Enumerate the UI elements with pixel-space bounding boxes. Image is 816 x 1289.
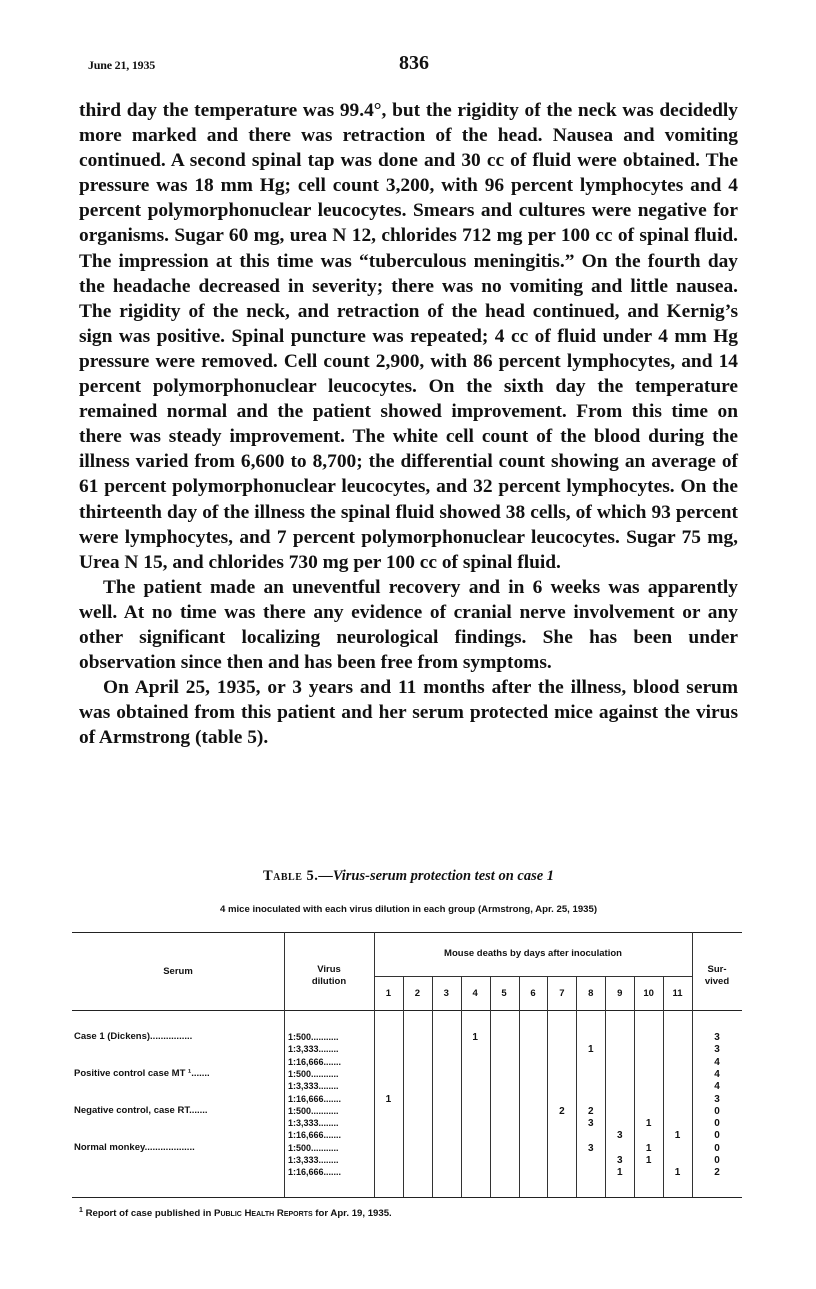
virus-dilution-cell: 1:16,666....... <box>288 1167 342 1178</box>
deaths-header-rule <box>374 976 692 977</box>
day-header: 9 <box>617 988 623 999</box>
table-title-text: —Virus-serum protection test on case 1 <box>318 868 555 884</box>
serum-group-label: Case 1 (Dickens)................ <box>74 1031 193 1042</box>
table-header-rule <box>72 1010 742 1011</box>
col-header-serum: Serum <box>163 966 193 977</box>
day-column-divider <box>432 976 433 1197</box>
death-count-cell: 3 <box>588 1142 594 1154</box>
col-header-virus-line1: Virus <box>317 964 341 975</box>
death-count-cell: 1 <box>616 1167 623 1179</box>
body-text <box>79 98 738 750</box>
paragraph: third day the temperature was 99.4°, but the rigidity of the neck was decidedly more marked and there was retraction of the head. Nausea and vomiting continued. A second spinal tap was done and 30 cc of fluid were obtained. The pressure was 18 mm Hg; cell count 3,200, with 96 percent lymphocytes and 4 percent polymorphonuclear leucocytes. Smears and cultures were negative for organisms. Sugar 60 mg, urea N 12, chlorides 712 mg per 100 cc of spinal fluid. The impression at this time was “tuberculous meningitis.” On the fourth day the headache decreased in severity; there was no vomiting and little nausea. The rigidity of the neck, and retraction of the head continued, and Kernig’s sign was positive. Spinal puncture was repeated; 4 cc of fluid under 4 mm Hg pressure were removed. Cell count 2,900, with 86 percent lymphocytes, and 14 percent polymorphonuclear leucocytes. On the sixth day the temperature remained normal and the patient showed improvement. From this time on there was steady improvement. The white cell count of the blood during the illness varied from 6,600 to 8,700; the differential count showing an average of 61 percent polymorphonuclear leucocytes, and 32 percent lymphocytes. On the thirteenth day of the illness the spinal fluid showed 38 cells, of which 93 percent were lymphocytes, and 7 percent polymorphonuclear leucocytes. Sugar 75 mg, Urea N 15, and chlorides 730 mg per 100 cc of spinal fluid. <box>79 100 738 573</box>
footnote-marker: 1 <box>79 1207 83 1214</box>
survived-cell: 0 <box>714 1155 720 1166</box>
survived-cell: 2 <box>714 1167 720 1179</box>
table-subtitle: 4 mice inoculated with each virus dilution in each group (Armstrong, Apr. 25, 1935) <box>219 904 598 915</box>
paragraph: On April 25, 1935, or 3 years and 11 months after the illness, blood serum was obtained from this patient and her serum protected mice against the virus of Armstrong (table 5). <box>79 677 738 749</box>
paragraph: The patient made an uneventful recovery and in 6 weeks was apparently well. At no time was there any evidence of cranial nerve involvement or any other significant localizing neurological findings. She has been under observation since then and has been free from symptoms. <box>79 576 738 674</box>
day-column-divider <box>519 976 520 1197</box>
col-header-survived-line1: Sur- <box>707 964 727 975</box>
table-title-lead: Table 5. <box>262 868 319 884</box>
day-header: 3 <box>443 988 449 999</box>
survived-cell: 0 <box>714 1130 720 1142</box>
page-header <box>88 52 740 78</box>
col-header-survived <box>692 964 742 988</box>
death-count-cell: 3 <box>588 1118 594 1130</box>
survived-cell: 3 <box>714 1044 720 1056</box>
day-header: 10 <box>643 988 654 999</box>
table-top-rule <box>72 932 742 933</box>
serum-group-label: Negative control, case RT....... <box>74 1104 208 1116</box>
survived-cell: 3 <box>714 1032 720 1043</box>
issue-date: June 21, 1935 <box>88 58 156 72</box>
death-count-cell: 1 <box>472 1032 478 1043</box>
death-count-cell: 2 <box>588 1105 594 1117</box>
death-count-cell: 3 <box>616 1155 623 1166</box>
virus-dilution-cell: 1:3,333........ <box>288 1044 339 1055</box>
death-count-cell: 1 <box>588 1044 594 1056</box>
day-column-divider <box>547 976 548 1197</box>
virus-serum-table <box>72 932 742 1198</box>
virus-dilution-cell: 1:3,333........ <box>288 1155 339 1165</box>
serum-group-label: Positive control case MT ¹....... <box>74 1067 210 1079</box>
table-bottom-rule <box>72 1197 742 1198</box>
serum-group-label: Normal monkey................... <box>74 1141 195 1153</box>
death-count-cell: 1 <box>645 1118 652 1130</box>
virus-dilution-cell: 1:500........... <box>288 1032 339 1042</box>
col-header-virus-dilution <box>284 964 374 988</box>
footnote-journal: Public Health Reports <box>214 1208 313 1220</box>
col-header-virus-line2: dilution <box>311 976 347 987</box>
table-title <box>79 868 738 885</box>
death-count-cell: 1 <box>385 1093 392 1105</box>
day-column-divider <box>403 976 404 1197</box>
virus-dilution-cell: 1:3,333........ <box>288 1081 339 1092</box>
footnote-text-before: Report of case published in <box>82 1208 215 1220</box>
survived-cell: 4 <box>714 1068 720 1080</box>
day-header: 4 <box>472 988 478 999</box>
day-header: 5 <box>501 988 507 999</box>
death-count-cell: 1 <box>645 1155 652 1166</box>
col-header-survived-line2: vived <box>704 976 730 987</box>
virus-dilution-cell: 1:16,666....... <box>288 1130 342 1141</box>
death-count-cell: 2 <box>559 1105 565 1117</box>
survived-cell: 0 <box>714 1118 720 1130</box>
day-header: 8 <box>588 988 594 999</box>
day-header: 1 <box>385 988 392 999</box>
virus-dilution-cell: 1:16,666....... <box>288 1093 342 1104</box>
day-header: 6 <box>530 988 536 999</box>
day-column-divider <box>576 976 577 1197</box>
day-column-divider <box>461 976 462 1197</box>
virus-dilution-cell: 1:3,333........ <box>288 1118 339 1129</box>
day-header: 7 <box>559 988 565 999</box>
death-count-cell: 1 <box>674 1167 681 1179</box>
survived-cell: 0 <box>714 1105 720 1117</box>
day-column-divider <box>663 976 664 1197</box>
day-column-divider <box>490 976 491 1197</box>
day-header: 11 <box>672 988 683 999</box>
survived-cell: 4 <box>714 1056 720 1068</box>
col-header-mouse-deaths: Mouse deaths by days after inoculation <box>444 948 622 959</box>
death-count-cell: 3 <box>616 1130 623 1142</box>
page-number: 836 <box>399 52 429 74</box>
death-count-cell: 1 <box>674 1130 681 1142</box>
virus-dilution-cell: 1:500........... <box>288 1068 339 1079</box>
virus-dilution-cell: 1:500........... <box>288 1142 339 1153</box>
divider-serum <box>284 932 285 1197</box>
virus-dilution-cell: 1:500........... <box>288 1105 339 1116</box>
divider-dilution <box>374 932 375 1197</box>
footnote-text-after: for Apr. 19, 1935. <box>312 1208 392 1220</box>
survived-cell: 0 <box>714 1142 720 1154</box>
footnote <box>79 1207 738 1219</box>
survived-cell: 4 <box>714 1081 720 1093</box>
day-header: 2 <box>414 988 420 999</box>
virus-dilution-cell: 1:16,666....... <box>288 1056 342 1067</box>
death-count-cell: 1 <box>645 1142 652 1154</box>
survived-cell: 3 <box>714 1093 720 1105</box>
